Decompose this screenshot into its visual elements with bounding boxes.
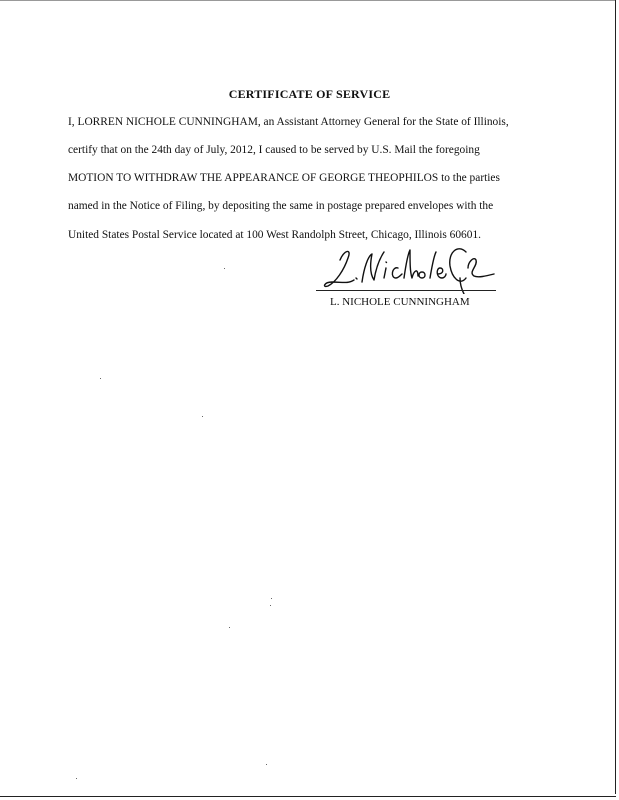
scan-speck — [270, 605, 271, 606]
scan-speck — [224, 268, 225, 269]
body-line-5: United States Postal Service located at 100 West Randolph Street, Chicago, Illinois 60601. — [68, 229, 481, 241]
handwritten-signature — [318, 238, 498, 294]
page-right-edge — [615, 0, 616, 794]
body-line-1: I, LORREN NICHOLE CUNNINGHAM, an Assistant Attorney General for the State of Illinois, — [68, 116, 509, 128]
page-bottom-edge — [0, 796, 616, 797]
scan-speck — [202, 416, 203, 417]
scan-speck — [76, 778, 77, 779]
scan-speck — [271, 598, 272, 599]
document-title: CERTIFICATE OF SERVICE — [228, 87, 391, 101]
body-line-2: certify that on the 24th day of July, 2012, I caused to be served by U.S. Mail the foregoing — [68, 144, 480, 156]
signature-line — [316, 290, 496, 291]
body-line-4: named in the Notice of Filing, by depositing the same in postage prepared envelopes with the — [68, 200, 494, 212]
scan-speck — [229, 627, 230, 628]
page-top-edge — [0, 0, 616, 1]
signatory-name: L. NICHOLE CUNNINGHAM — [330, 296, 470, 308]
scan-speck — [266, 764, 267, 765]
body-line-3: MOTION TO WITHDRAW THE APPEARANCE OF GEORGE THEOPHILOS to the parties — [68, 172, 500, 184]
scan-speck — [100, 378, 101, 379]
